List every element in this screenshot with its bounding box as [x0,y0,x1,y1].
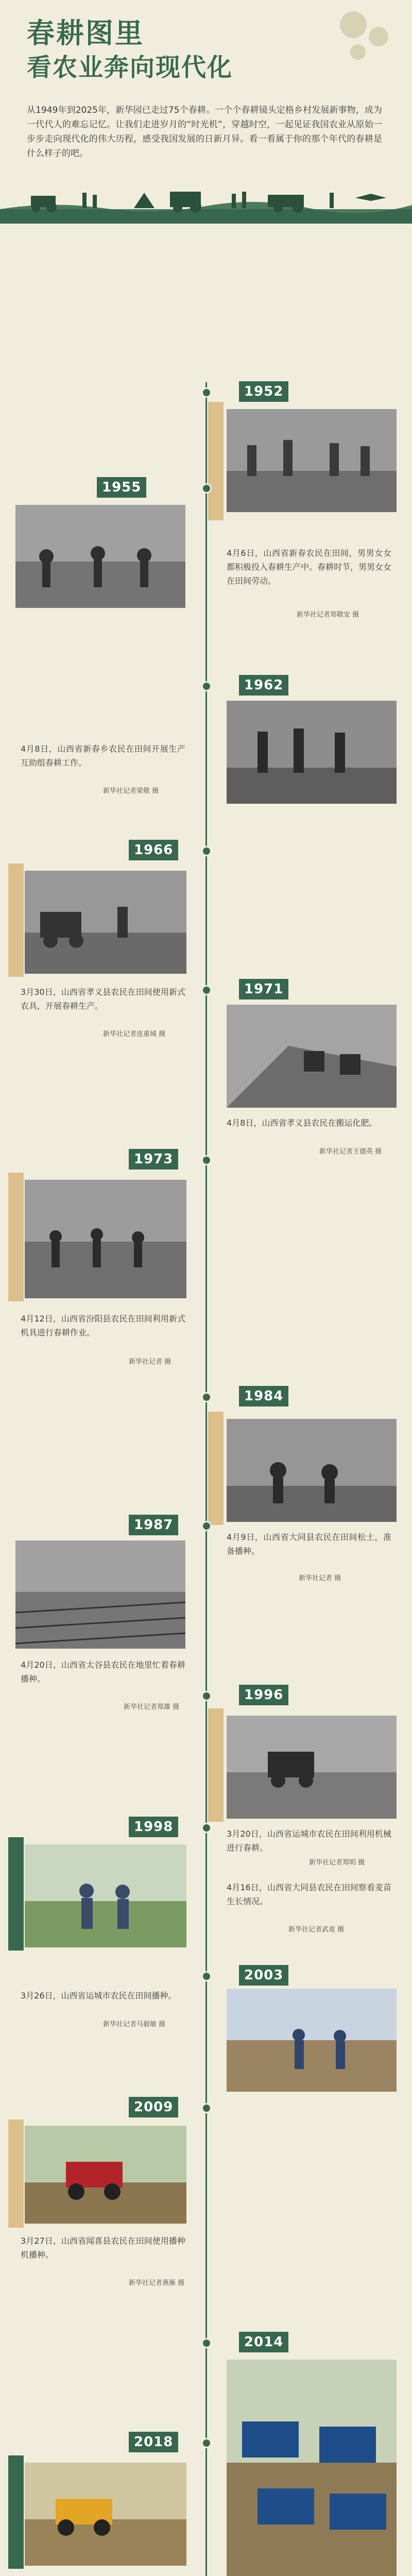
photo-1952 [227,409,397,512]
year-badge-1987: 1987 [129,1515,178,1535]
caption-1973: 4月12日，山西省汾阳县农民在田间利用新式机具进行春耕作业。 [21,1314,185,1337]
year-badge-1966: 1966 [129,840,178,860]
photo-1996 [227,1716,397,1819]
photo-1984 [227,1419,397,1522]
credit-2003: 新华社记者马毅敏 摄 [103,2021,166,2028]
photo-1966 [25,871,186,974]
caption-1966: 3月30日，山西省孝义县农民在田间使用新式农具，开展春耕生产。 [21,987,185,1011]
timeline-dot [201,483,212,494]
timeline-line [205,382,207,2576]
caption-2009: 3月27日，山西省闻喜县农民在田间使用播种机播种。 [21,2236,185,2260]
photo-1955 [15,505,185,608]
year-badge-2009: 2009 [129,2097,178,2117]
decorative-dots [340,11,396,68]
credit-1998: 新华社记者武竟 摄 [288,1926,345,1934]
year-badge-1996: 1996 [239,1685,288,1705]
accent-bar [208,402,224,520]
photo-1971 [227,1005,397,1108]
hero-silhouette-banner [0,177,412,224]
accent-bar [208,1708,224,1822]
page-title: 春耕图里 [27,17,144,49]
caption-1984: 4月9日，山西省大同县农民在田间松土，准备播种。 [227,1532,391,1556]
credit-1966: 新华社记者连重城 摄 [103,1030,166,1038]
timeline-dot [201,1392,212,1402]
credit-1987: 新华社记者郑雄 摄 [124,1703,180,1711]
photo-1987 [15,1540,185,1649]
year-badge-1973: 1973 [129,1149,178,1170]
accent-bar [8,2120,24,2228]
photo-1973 [25,1180,186,1298]
caption-1955: 4月6日，山西省新春农民在田间，男男女女都积极投入春耕生产中。春耕时节，男男女女在田间劳动。 [227,548,392,586]
timeline-dot [201,1521,212,1531]
caption-1998: 4月16日，山西省大同县农民在田间察看麦苗生长情况。 [227,1883,391,1906]
credit-1996: 新华社记者郑明 摄 [309,1859,365,1867]
year-badge-2018: 2018 [129,2432,178,2452]
timeline-dot [201,387,212,398]
photo-2018 [25,2463,186,2566]
photo-2003 [227,1989,397,2092]
timeline-dot [201,2338,212,2348]
year-badge-2014: 2014 [239,2332,288,2352]
accent-bar [8,2455,24,2569]
photo-2014 [227,2360,397,2576]
timeline-dot [201,985,212,995]
timeline-dot [201,681,212,691]
timeline-dot [201,2103,212,2113]
year-badge-1998: 1998 [129,1817,178,1837]
timeline-dot [201,1155,212,1165]
photo-1998 [25,1844,186,1947]
credit-1955: 新华社记者郑敬安 摄 [297,611,359,619]
year-badge-1962: 1962 [239,675,288,696]
year-badge-1971: 1971 [239,979,288,999]
credit-2009: 新华社记者燕雁 摄 [129,2279,185,2287]
accent-bar [208,1412,224,1525]
timeline-dot [201,2438,212,2448]
year-badge-1955: 1955 [97,477,146,498]
accent-bar [8,863,24,977]
photo-2009 [25,2126,186,2224]
credit-1973: 新华社记者 摄 [129,1358,171,1366]
credit-1984: 新华社记者 摄 [299,1574,341,1582]
year-badge-1984: 1984 [239,1386,288,1406]
timeline-dot [201,1823,212,1833]
intro-paragraph: 从1949年到2025年，新华园已走过75个春耕。一个个春耕镜头定格乡村发展新事物，成为一代代人的难忘记忆。让我们走进岁月的“时光机”，穿越时空，一起见证我国农业从原始一步步走向现代化的伟大历程，感受我国发展的日新月异。看一看属于你的那个年代的春耕是什么样子的吧。 [27,105,382,159]
caption-1987: 4月20日，山西省太谷县农民在地里忙着春耕播种。 [21,1660,185,1684]
year-badge-2003: 2003 [239,1965,288,1986]
year-badge-1952: 1952 [239,381,288,402]
credit-1962: 新华社记者梁敬 摄 [103,787,159,795]
caption-2003: 3月26日，山西省运城市农民在田间播种。 [21,1991,177,2001]
accent-bar [8,1173,24,1301]
accent-bar [8,1837,24,1951]
timeline-dot [201,846,212,856]
timeline-dot [201,1691,212,1701]
caption-1971: 4月8日，山西省孝义县农民在搬运化肥。 [227,1118,377,1128]
credit-1971: 新华社记者王德英 摄 [319,1148,382,1156]
caption-1996: 3月20日，山西省运城市农民在田间利用机械进行春耕。 [227,1829,391,1853]
header [0,0,412,185]
page-subtitle: 看农业奔向现代化 [27,53,233,82]
caption-1962: 4月8日，山西省新春乡农民在田间开展生产互助组春耕工作。 [21,744,185,768]
photo-1962 [227,701,397,804]
timeline-dot [201,1971,212,1981]
